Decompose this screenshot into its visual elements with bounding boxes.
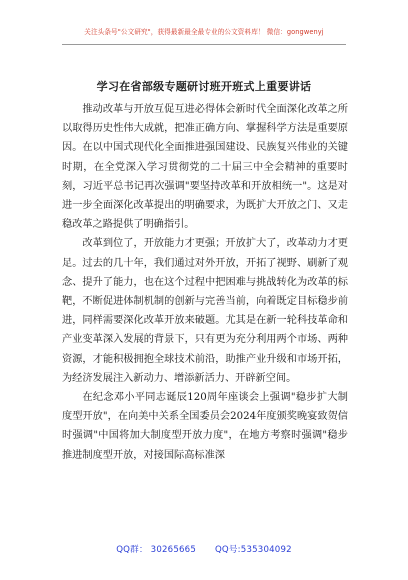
paragraph: 改革到位了，开放能力才更强；开放扩大了，改革动力才更足。过去的几十年，我们通过对外开放，开拓了视野、刷新了观念、提升了能力，也在这个过程中把困难与挑战转化为改革的标靶，不断促进体制机制的创新与完善当前，向着既定目标稳步前进，同样需要深化改革开放来破题。尤其是在新一轮科技革命和产业变革深入发展的背景下，只有更为充分利用两个市场、两种资源，才能积极拥抱全球技术前沿，助推产业升级和市场开拓，为经济发展注入新动力、增添新活力、开辟新空间。 bbox=[62, 238, 348, 384]
header-promo-note: 关注头条号"公文研究"，获得最新最全最专业的公文资料库！ 微信：gongwenyj bbox=[84, 28, 324, 36]
paragraph: 在纪念邓小平同志诞辰120周年座谈会上强调"稳步扩大制度型开放"，在向美中关系全国委员会2024年度颁奖晚宴致贺信时强调"中国将加大制度型开放力度"，在地方考察时强调"稳步推进制度型开放，对接国际高标准深 bbox=[62, 392, 348, 461]
footer-qq-number: QQ号:535304092 bbox=[214, 545, 292, 555]
header-divider bbox=[62, 44, 346, 45]
footer-qq-group: QQ群： 30265665 bbox=[116, 545, 197, 555]
document-body bbox=[62, 100, 348, 465]
document-title: 学习在省部级专题研讨班开班式上重要讲话 bbox=[96, 80, 312, 93]
paragraph: 推动改革与开放互促互进必得体会新时代全面深化改革之所以取得历史性伟大成就，把准正确方向、掌握科学方法是重要原因。在以中国式现代化全面推进强国建设、民族复兴伟业的关键时期，在全党深入学习贯彻党的二十届三中全会精神的重要时刻，习近平总书记再次强调"要坚持改革和开放相统一"。这是对进一步全面深化改革提出的明确要求，为既扩大开放之门、又走稳改革之路提供了明确指引。 bbox=[62, 104, 348, 231]
footer-contact bbox=[0, 543, 408, 555]
